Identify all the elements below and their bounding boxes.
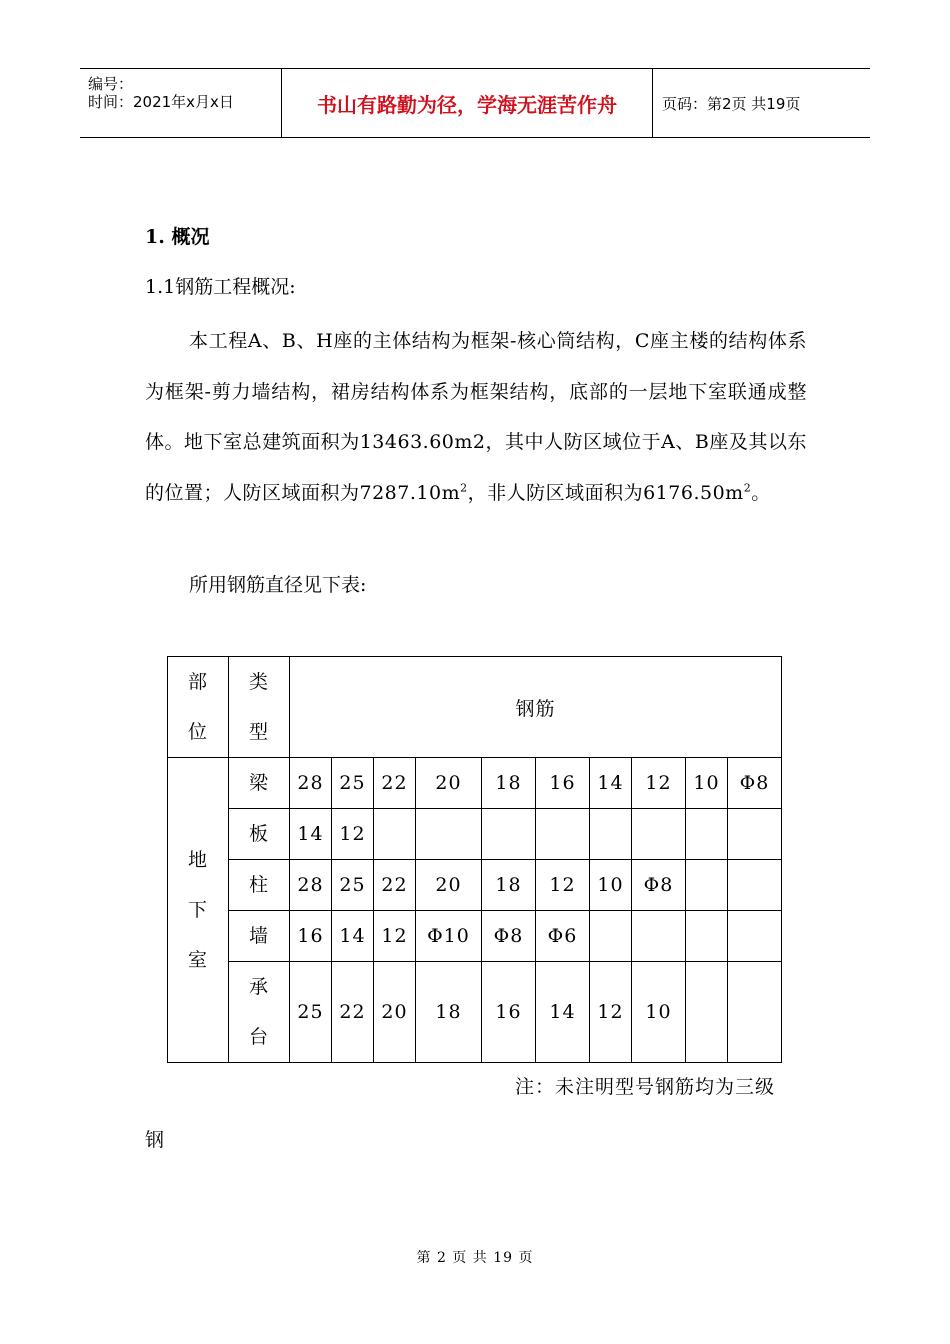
rebar-table xyxy=(167,656,782,1063)
rebar-cell: 14 xyxy=(590,758,632,809)
rebar-cell: 18 xyxy=(416,962,482,1063)
rebar-cell: 10 xyxy=(686,758,728,809)
rebar-cell: Φ8 xyxy=(482,911,536,962)
page-footer: 第 2 页 共 19 页 xyxy=(416,1250,534,1266)
type-cell xyxy=(229,809,290,860)
table-note: 注：未注明型号钢筋均为三级 xyxy=(515,1076,776,1098)
type-cell xyxy=(229,962,290,1063)
type-cell xyxy=(229,758,290,809)
rebar-cell: Φ8 xyxy=(728,758,782,809)
rebar-cell xyxy=(590,809,632,860)
rebar-cell: 20 xyxy=(416,758,482,809)
para-part1: 本工程A、B、H座的主体结构为框架-核心筒结构，C座主楼的结构体系为框架-剪力墙结构，裙房结构体系为框架结构，底部的一层地下室联通成整体。地下室总建筑面积为13463.60m2，其中人防区域位于A、B座及其以东的位置；人防区域面积为7287.10m xyxy=(145,330,807,504)
header-type xyxy=(229,657,290,758)
rebar-cell: 22 xyxy=(332,962,374,1063)
table-row xyxy=(168,809,782,860)
rebar-cell: 18 xyxy=(482,758,536,809)
type-char: 柱 xyxy=(248,874,269,896)
table-header-row xyxy=(168,657,782,758)
rebar-cell: 25 xyxy=(332,860,374,911)
rebar-cell xyxy=(482,809,536,860)
location-char: 地 xyxy=(187,849,208,871)
rebar-cell: 12 xyxy=(332,809,374,860)
table-row xyxy=(168,911,782,962)
rebar-cell xyxy=(374,809,416,860)
rebar-cell: 16 xyxy=(290,911,332,962)
type-cell xyxy=(229,860,290,911)
rebar-cell xyxy=(728,911,782,962)
type-char: 板 xyxy=(248,823,269,845)
rebar-cell: 16 xyxy=(536,758,590,809)
header-location-char2: 位 xyxy=(187,721,208,743)
rebar-cell: 10 xyxy=(590,860,632,911)
table-note-continued: 钢 xyxy=(145,1129,165,1151)
rebar-cell: 25 xyxy=(332,758,374,809)
rebar-cell xyxy=(728,809,782,860)
rebar-cell xyxy=(686,809,728,860)
header-rebar: 钢筋 xyxy=(290,657,782,758)
location-cell xyxy=(168,758,229,1063)
rebar-cell: 18 xyxy=(482,860,536,911)
header-location-char1: 部 xyxy=(187,671,208,693)
rebar-cell xyxy=(632,809,686,860)
rebar-cell xyxy=(590,911,632,962)
rebar-cell: 22 xyxy=(374,758,416,809)
rebar-cell: 25 xyxy=(290,962,332,1063)
type-char: 墙 xyxy=(248,925,269,947)
table-row xyxy=(168,962,782,1063)
type-cell xyxy=(229,911,290,962)
overview-paragraph xyxy=(145,316,807,518)
rebar-cell: 20 xyxy=(374,962,416,1063)
rebar-cell: 14 xyxy=(332,911,374,962)
rebar-cell: 20 xyxy=(416,860,482,911)
type-char: 梁 xyxy=(248,772,269,794)
header-location xyxy=(168,657,229,758)
type-char: 承 xyxy=(248,976,269,998)
rebar-cell: 14 xyxy=(290,809,332,860)
location-char: 下 xyxy=(187,899,208,921)
rebar-cell: 16 xyxy=(482,962,536,1063)
header-meta xyxy=(80,69,282,137)
rebar-cell: Φ8 xyxy=(632,860,686,911)
superscript-2: 2 xyxy=(743,481,752,495)
table-intro: 所用钢筋直径见下表: xyxy=(189,574,367,596)
section-subtitle: 1.1钢筋工程概况: xyxy=(145,276,296,298)
rebar-cell xyxy=(686,860,728,911)
rebar-cell: Φ6 xyxy=(536,911,590,962)
location-char: 室 xyxy=(187,949,208,971)
rebar-cell: 12 xyxy=(632,758,686,809)
section-title: 1. 概况 xyxy=(145,226,210,248)
rebar-cell xyxy=(686,962,728,1063)
rebar-cell: 28 xyxy=(290,860,332,911)
rebar-cell: 22 xyxy=(374,860,416,911)
table-row xyxy=(168,860,782,911)
rebar-cell: 12 xyxy=(374,911,416,962)
rebar-cell xyxy=(728,860,782,911)
rebar-cell: 12 xyxy=(536,860,590,911)
type-char: 台 xyxy=(248,1026,269,1048)
rebar-cell: 12 xyxy=(590,962,632,1063)
rebar-cell: 10 xyxy=(632,962,686,1063)
header-type-char2: 型 xyxy=(248,721,269,743)
header-page-info: 页码：第2页 共19页 xyxy=(662,94,801,113)
header-motto: 书山有路勤为径，学海无涯苦作舟 xyxy=(282,69,653,137)
rebar-cell: 14 xyxy=(536,962,590,1063)
rebar-cell: Φ10 xyxy=(416,911,482,962)
rebar-cell xyxy=(536,809,590,860)
table-row xyxy=(168,758,782,809)
page-header xyxy=(80,68,870,138)
para-part3: 。 xyxy=(751,481,771,504)
rebar-cell xyxy=(632,911,686,962)
rebar-cell: 28 xyxy=(290,758,332,809)
rebar-cell xyxy=(686,911,728,962)
header-type-char1: 类 xyxy=(248,671,269,693)
superscript-1: 2 xyxy=(460,481,468,495)
rebar-cell xyxy=(416,809,482,860)
code-label: 编号： xyxy=(88,75,134,93)
para-part2: ，非人防区域面积为6176.50m xyxy=(467,481,744,504)
time-label: 时间：2021年x月x日 xyxy=(88,93,234,111)
rebar-cell xyxy=(728,962,782,1063)
